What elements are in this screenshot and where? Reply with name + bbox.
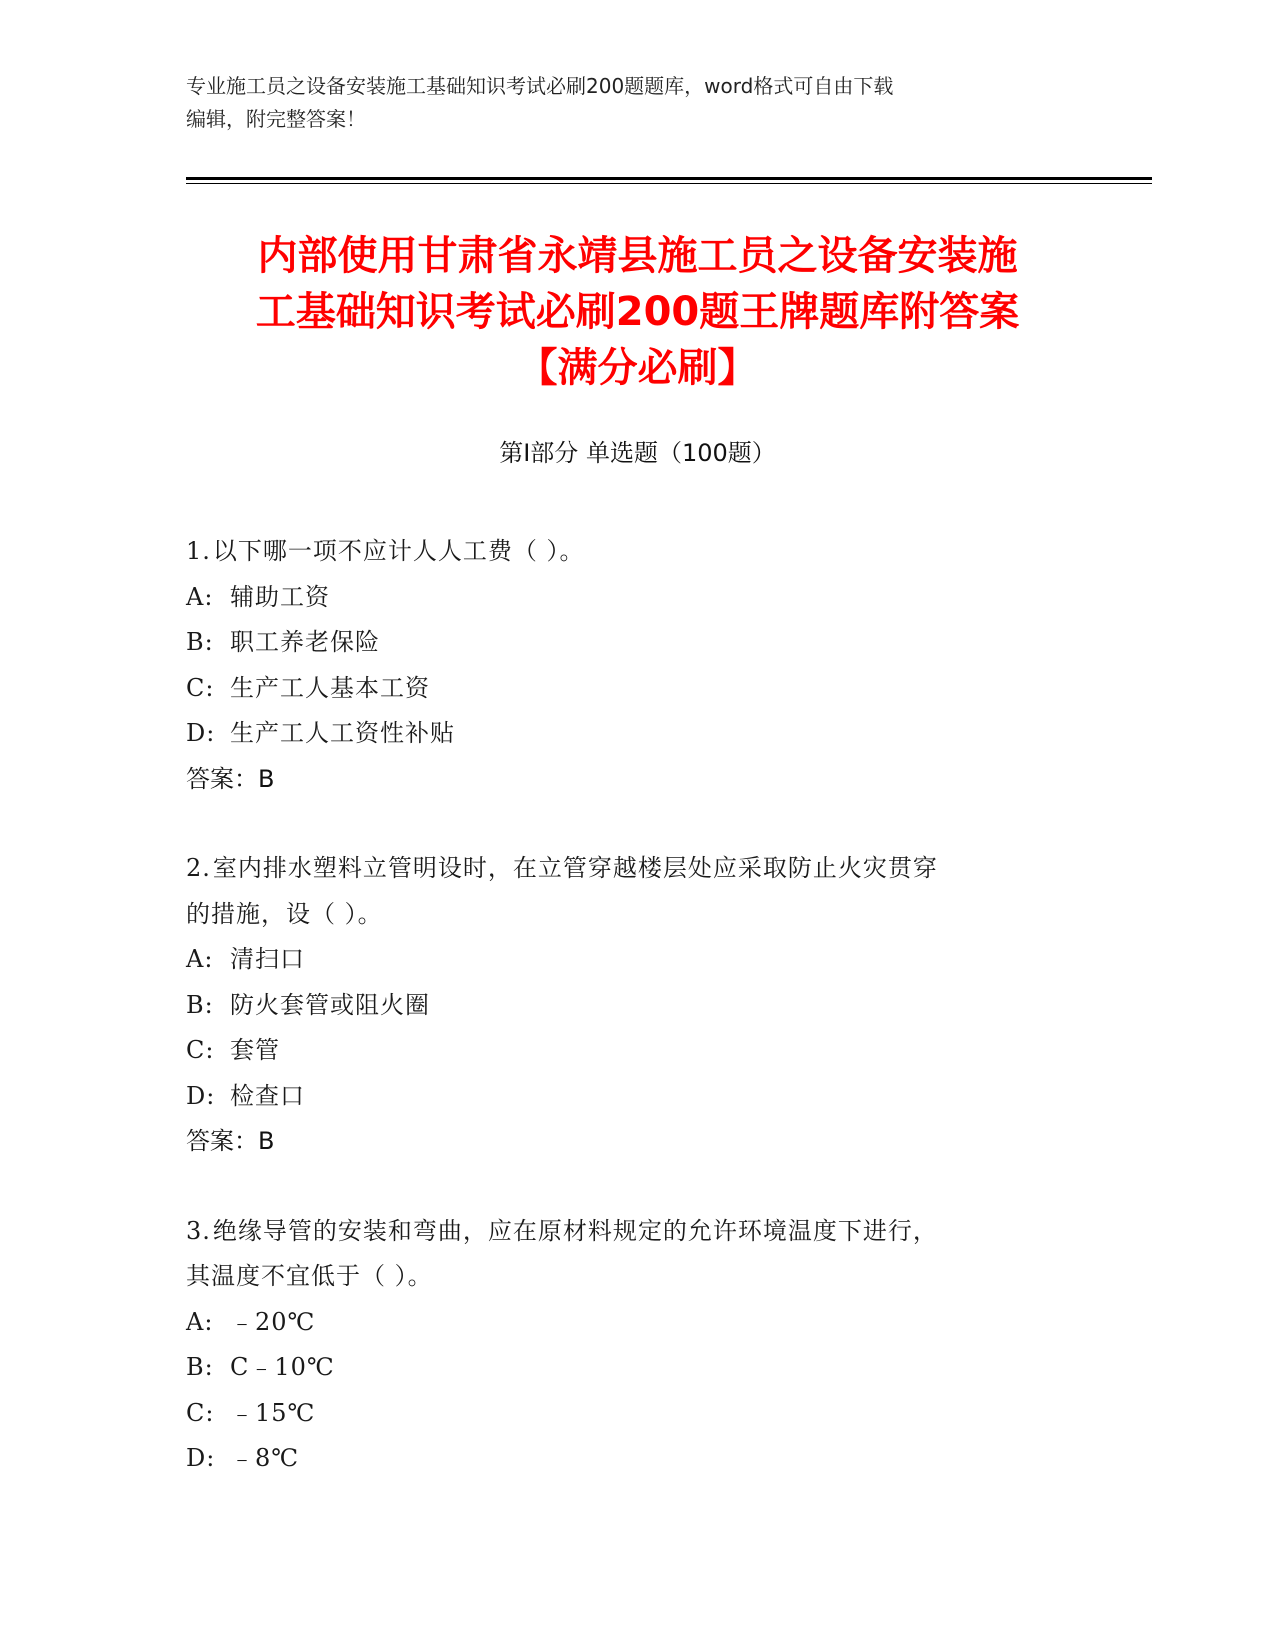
question-1 xyxy=(186,529,1066,802)
question-number: 3. xyxy=(186,1216,211,1245)
question-number: 1. xyxy=(186,537,211,565)
section-title: 第Ⅰ部分 单选题（100题） xyxy=(499,439,776,467)
question-stem-continued: 的措施，设（ ）。 xyxy=(186,899,383,928)
option-text: 职工养老保险 xyxy=(230,628,380,656)
option-b xyxy=(186,983,1066,1029)
option-a xyxy=(186,937,1066,983)
option-d xyxy=(186,1436,1066,1482)
answer: 答案：B xyxy=(186,764,275,793)
question-stem xyxy=(186,846,1066,892)
option-letter: C: xyxy=(186,1398,215,1427)
option-d xyxy=(186,1074,1066,1120)
option-c xyxy=(186,1028,1066,1074)
option-text: 防火套管或阻火圈 xyxy=(230,990,430,1019)
question-list xyxy=(186,529,1066,1526)
option-letter: C: xyxy=(186,673,215,702)
option-a xyxy=(186,1300,1066,1346)
option-letter: B: xyxy=(186,628,214,656)
title-line-3: 【满分必刷】 xyxy=(517,345,758,391)
option-letter: D: xyxy=(186,1081,216,1110)
question-3 xyxy=(186,1209,1066,1482)
question-stem xyxy=(186,529,1066,575)
answer: 答案：B xyxy=(186,1127,275,1155)
option-d xyxy=(186,711,1066,757)
question-stem xyxy=(186,1209,1066,1255)
option-text: ﹣15℃ xyxy=(230,1398,316,1427)
option-letter: C: xyxy=(186,1036,215,1064)
header-divider-thick xyxy=(186,177,1152,180)
option-letter: A: xyxy=(186,945,214,973)
header-divider-thin xyxy=(186,183,1152,184)
option-c xyxy=(186,1391,1066,1437)
option-c xyxy=(186,666,1066,712)
option-text: 清扫口 xyxy=(230,945,305,973)
page-header xyxy=(186,70,1086,136)
title-line-1: 内部使用甘肃省永靖县施工员之设备安装施 xyxy=(257,233,1018,279)
header-line-2: 编辑，附完整答案！ xyxy=(186,107,366,131)
option-letter: D: xyxy=(186,719,216,747)
option-text: 生产工人工资性补贴 xyxy=(230,719,455,747)
option-text: 套管 xyxy=(230,1036,280,1064)
option-text: ﹣8℃ xyxy=(230,1444,300,1472)
option-text: 生产工人基本工资 xyxy=(230,673,430,702)
option-b xyxy=(186,1345,1066,1391)
question-number: 2. xyxy=(186,854,211,882)
option-text: C﹣10℃ xyxy=(230,1353,335,1381)
option-text: 检查口 xyxy=(230,1081,305,1110)
question-stem-continued: 其温度不宜低于（ ）。 xyxy=(186,1262,433,1290)
option-text: 辅助工资 xyxy=(230,582,330,611)
option-letter: B: xyxy=(186,990,214,1019)
option-letter: A: xyxy=(186,1307,214,1336)
option-a xyxy=(186,575,1066,621)
title-line-2: 工基础知识考试必刷200题王牌题库附答案 xyxy=(255,289,1020,335)
header-line-1: 专业施工员之设备安装施工基础知识考试必刷200题题库，word格式可自由下载 xyxy=(186,74,894,98)
option-text: ﹣20℃ xyxy=(230,1307,316,1336)
question-text: 以下哪一项不应计人人工费（ ）。 xyxy=(212,537,585,565)
question-2 xyxy=(186,846,1066,1165)
document-title xyxy=(186,228,1089,396)
question-text: 室内排水塑料立管明设时，在立管穿越楼层处应采取防止火灾贯穿 xyxy=(212,854,938,882)
option-letter: B: xyxy=(186,1353,214,1381)
option-letter: A: xyxy=(186,582,214,611)
option-b xyxy=(186,620,1066,666)
option-letter: D: xyxy=(186,1444,216,1472)
question-text: 绝缘导管的安装和弯曲，应在原材料规定的允许环境温度下进行， xyxy=(212,1216,938,1245)
